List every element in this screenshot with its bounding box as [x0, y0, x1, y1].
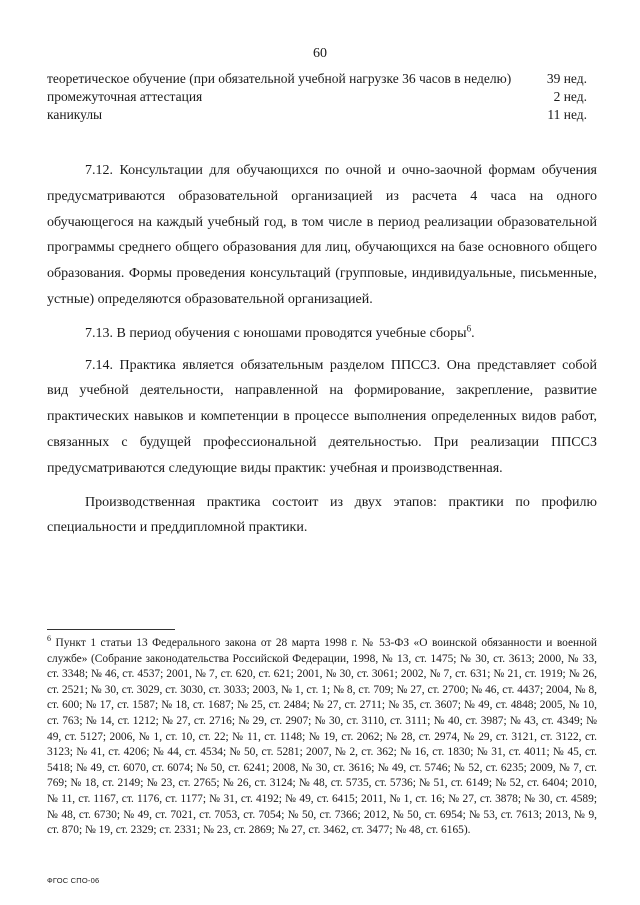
schedule-row: [47, 88, 587, 106]
page-number: 60: [313, 46, 327, 61]
schedule-row: [47, 70, 587, 88]
schedule-value: 2 нед.: [553, 89, 587, 104]
footnote-divider: [47, 629, 175, 630]
schedule-value: 39 нед.: [546, 71, 587, 86]
footnote-marker: 6: [47, 634, 51, 644]
paragraph-7-12: 7.12. Консультации для обучающихся по очной и очно-заочной формам обучения предусматриваются образовательной организацией из расчета 4 часа на одного обучающегося на каждый учебный год, в том числе в период реализации образовательной программы среднего общего образования для лиц, обучающихся на базе основного общего образования. Формы проведения консультаций (групповые, индивидуальные, письменные, устные) определяются образовательной организацией.: [47, 163, 597, 307]
schedule-list: [47, 70, 587, 124]
paragraph-7-13: [47, 321, 597, 347]
footnote-ref[interactable]: 6: [466, 323, 472, 334]
schedule-row: [47, 106, 587, 124]
paragraph-7-13-end: .: [471, 325, 475, 341]
footnote: [47, 636, 597, 839]
schedule-value: 11 нед.: [547, 107, 587, 122]
footer-code: ФГОС СПО-06: [47, 876, 100, 885]
schedule-label: теоретическое обучение (при обязательной учебной нагрузке 36 часов в неделю): [47, 71, 512, 86]
paragraph-production-practice: Производственная практика состоит из двух этапов: практики по профилю специальности и преддипломной практики.: [47, 494, 597, 536]
paragraph-7-14: 7.14. Практика является обязательным разделом ППССЗ. Она представляет собой вид учебной деятельности, направленной на формирование, закрепление, развитие практических навыков и компетенции в процессе выполнения определенных видов работ, связанных с будущей профессиональной деятельностью. При реализации ППССЗ предусматриваются следующие виды практик: учебная и производственная.: [47, 357, 597, 476]
schedule-label: промежуточная аттестация: [47, 89, 203, 104]
body-text: [47, 158, 597, 549]
footnote-text: Пункт 1 статьи 13 Федерального закона от 28 марта 1998 г. № 53-ФЗ «О воинской обязанности и военной службе» (Собрание законодательства Российской Федерации, 1998, № 13, ст. 1475; № 30, ст. 3613; 2000, № 33, ст. 3348; № 46, ст. 4537; 2001, № 7, ст. 620, ст. 621; 2001, № 30, ст. 3061; 2002, № 7, ст. 631; № 21, ст. 1919; № 26, ст. 2521; № 30, ст. 3029, ст. 3030, ст. 3033; 2003, № 1, ст. 1; № 8, ст. 709; № 27, ст. 2700; № 46, ст. 4437; 2004, № 8, ст. 600; № 17, ст. 1587; № 18, ст. 1687; № 25, ст. 2484; № 27, ст. 2711; № 35, ст. 3607; № 49, ст. 4848; 2005, № 10, ст. 763; № 14, ст. 1212; № 27, ст. 2716; № 29, ст. 2907; № 30, ст. 3110, ст. 3111; № 40, ст. 3987; № 43, ст. 4349; № 49, ст. 5127; 2006, № 1, ст. 10, ст. 22; № 11, ст. 1148; № 19, ст. 2062; № 28, ст. 2974, № 29, ст. 3121, ст. 3122, ст. 3123; № 41, ст. 4206; № 44, ст. 4534; № 50, ст. 5281; 2007, № 2, ст. 362; № 16, ст. 1830; № 31, ст. 4011; № 45, ст. 5418; № 49, ст. 6070, ст. 6074; № 50, ст. 6241; 2008, № 30, ст. 3616; № 49, ст. 5746; № 52, ст. 6235; 2009, № 7, ст. 769; № 18, ст. 2149; № 23, ст. 2765; № 26, ст. 3124; № 48, ст. 5735, ст. 5736; № 51, ст. 6149; № 52, ст. 6404; 2010, № 11, ст. 1167, ст. 1176, ст. 1177; № 31, ст. 4192; № 49, ст. 6415; 2011, № 1, ст. 16; № 27, ст. 3878; № 30, ст. 4589; № 48, ст. 6730; № 49, ст. 7021, ст. 7053, ст. 7054; № 50, ст. 7366; 2012, № 50, ст. 6954; № 53, ст. 7613; 2013, № 9, ст. 870; № 19, ст. 2329; ст. 2331; № 23, ст. 2869; № 27, ст. 3462, ст. 3477; № 48, ст. 6165).: [47, 637, 597, 837]
schedule-label: каникулы: [47, 107, 103, 122]
paragraph-7-13-text: 7.13. В период обучения с юношами проводятся учебные сборы: [85, 325, 467, 341]
